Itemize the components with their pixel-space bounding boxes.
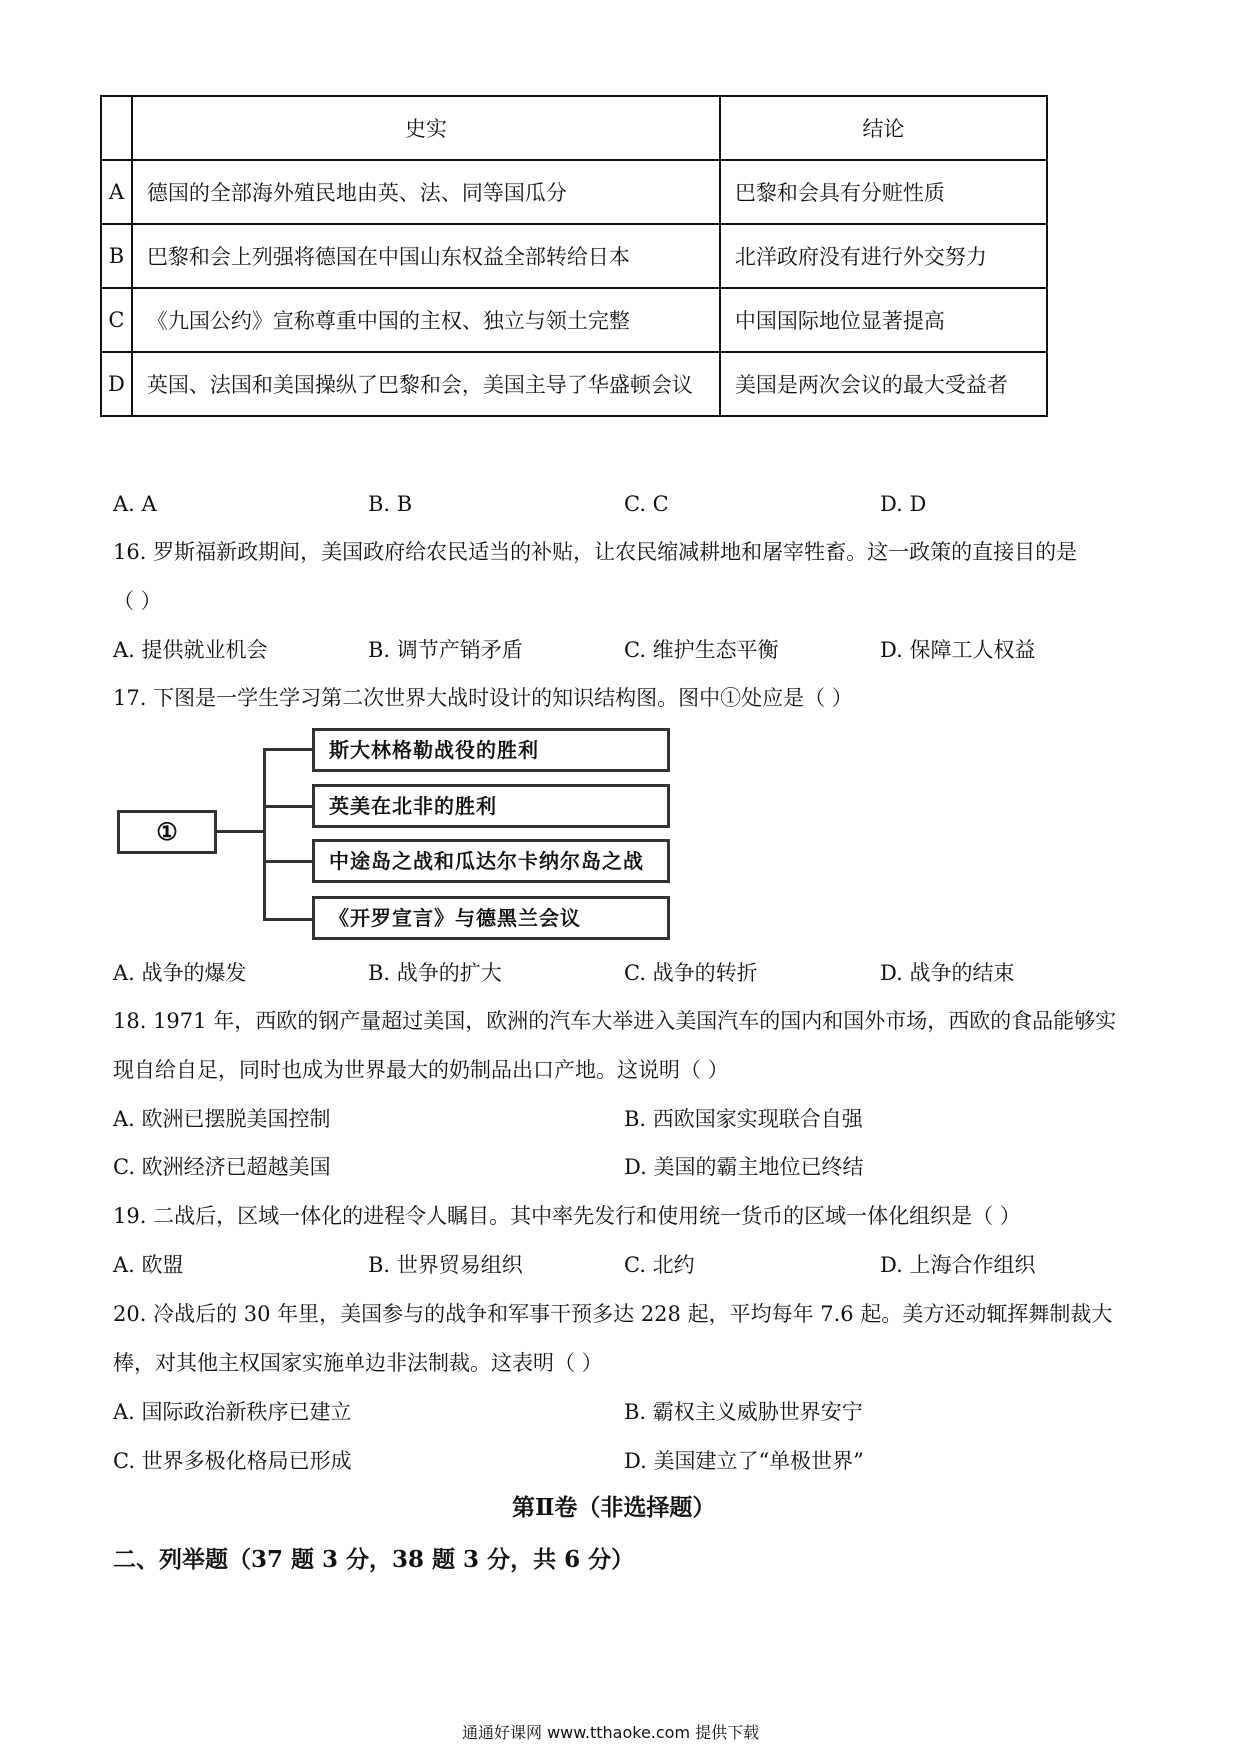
row-conclusion: 中国国际地位显著提高 [720,288,1047,352]
q20-stem-line2: 棒，对其他主权国家实施单边非法制裁。这表明（ ） [113,1351,603,1375]
q19-option-c[interactable]: C. 北约 [624,1253,695,1277]
row-fact: 英国、法国和美国操纵了巴黎和会，美国主导了华盛顿会议 [132,352,720,416]
q17-option-d[interactable]: D. 战争的结束 [880,961,1015,985]
q16-stem-line1: 16. 罗斯福新政期间，美国政府给农民适当的补贴，让农民缩减耕地和屠宰牲畜。这一政策的直接目的是 [113,540,1078,564]
table-header-conclusion: 结论 [720,96,1047,160]
q16-option-a[interactable]: A. 提供就业机会 [113,638,268,662]
q17-stem: 17. 下图是一学生学习第二次世界大战时设计的知识结构图。图中①处应是（ ） [113,686,853,710]
q16-stem-line2: （ ） [113,589,162,613]
q15-option-c[interactable]: C. C [624,492,669,516]
q15-option-d[interactable]: D. D [880,492,927,516]
diagram-root-box: ① [117,810,217,854]
q17-option-a[interactable]: A. 战争的爆发 [113,961,247,985]
q17-option-b[interactable]: B. 战争的扩大 [368,961,502,985]
question-15-table [100,95,1048,417]
diagram-item-2: 英美在北非的胜利 [312,784,670,828]
diagram-item-1: 斯大林格勒战役的胜利 [312,728,670,772]
row-fact: 德国的全部海外殖民地由英、法、同等国瓜分 [132,160,720,224]
q20-option-b[interactable]: B. 霸权主义威胁世界安宁 [624,1400,863,1424]
connector-line [263,918,313,921]
q19-option-a[interactable]: A. 欧盟 [113,1253,184,1277]
q20-option-c[interactable]: C. 世界多极化格局已形成 [113,1449,352,1473]
row-conclusion: 北洋政府没有进行外交努力 [720,224,1047,288]
table-row [101,288,1047,352]
q15-option-b[interactable]: B. B [368,492,413,516]
q16-option-c[interactable]: C. 维护生态平衡 [624,638,779,662]
q18-option-d[interactable]: D. 美国的霸主地位已终结 [624,1155,864,1179]
q16-option-d[interactable]: D. 保障工人权益 [880,638,1036,662]
table-header-fact: 史实 [132,96,720,160]
q18-stem-line1: 18. 1971 年，西欧的钢产量超过美国，欧洲的汽车大举进入美国汽车的国内和国外市场，西欧的食品能够实 [113,1009,1117,1033]
q20-option-d[interactable]: D. 美国建立了“单极世界” [624,1449,864,1473]
q17-option-c[interactable]: C. 战争的转折 [624,961,758,985]
q19-option-d[interactable]: D. 上海合作组织 [880,1253,1036,1277]
row-conclusion: 巴黎和会具有分赃性质 [720,160,1047,224]
q20-stem-line1: 20. 冷战后的 30 年里，美国参与的战争和军事干预多达 228 起，平均每年 7.6 起。美方还动辄挥舞制裁大 [113,1302,1113,1326]
connector-line [263,805,313,808]
table-row [101,160,1047,224]
row-letter: A [101,160,132,224]
section-title-part2: 第Ⅱ卷（非选择题） [512,1494,716,1521]
q19-option-b[interactable]: B. 世界贸易组织 [368,1253,523,1277]
connector-line [263,748,313,751]
table-row [101,224,1047,288]
connector-line [263,748,266,920]
table-row [101,352,1047,416]
table-header-blank [101,96,132,160]
q18-option-b[interactable]: B. 西欧国家实现联合自强 [624,1107,863,1131]
q18-option-c[interactable]: C. 欧洲经济已超越美国 [113,1155,331,1179]
diagram-item-3: 中途岛之战和瓜达尔卡纳尔岛之战 [312,839,670,883]
q15-option-a[interactable]: A. A [113,492,157,516]
table-header-row [101,96,1047,160]
q18-option-a[interactable]: A. 欧洲已摆脱美国控制 [113,1107,331,1131]
page-footer: 通通好课网 www.tthaoke.com 提供下载 [462,1723,760,1742]
q19-stem: 19. 二战后，区域一体化的进程令人瞩目。其中率先发行和使用统一货币的区域一体化组织是（ ） [113,1204,1021,1228]
row-letter: B [101,224,132,288]
connector-line [217,830,265,833]
row-fact: 巴黎和会上列强将德国在中国山东权益全部转给日本 [132,224,720,288]
row-fact: 《九国公约》宣称尊重中国的主权、独立与领土完整 [132,288,720,352]
q16-option-b[interactable]: B. 调节产销矛盾 [368,638,523,662]
diagram-item-4: 《开罗宣言》与德黑兰会议 [312,896,670,940]
row-letter: D [101,352,132,416]
section-title-listing: 二、列举题（37 题 3 分，38 题 3 分，共 6 分） [113,1546,635,1573]
row-letter: C [101,288,132,352]
row-conclusion: 美国是两次会议的最大受益者 [720,352,1047,416]
q18-stem-line2: 现自给自足，同时也成为世界最大的奶制品出口产地。这说明（ ） [113,1058,729,1082]
q20-option-a[interactable]: A. 国际政治新秩序已建立 [113,1400,352,1424]
connector-line [263,860,313,863]
